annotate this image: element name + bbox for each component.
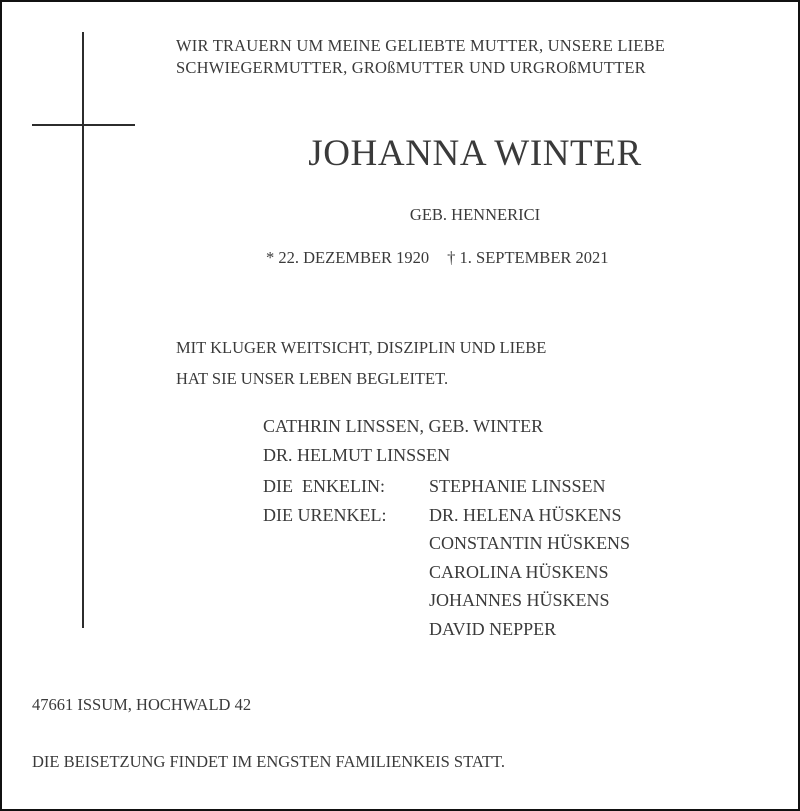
great-grandchildren-row: [263, 558, 630, 587]
grandchildren-row: [263, 472, 630, 501]
quote-line-2: HAT SIE UNSER LEBEN BEGLEITET.: [176, 369, 449, 388]
cross-icon-vertical-bar: [82, 32, 84, 628]
family-address: 47661 ISSUM, HOCHWALD 42: [32, 695, 252, 714]
intro-line-1: WIR TRAUERN UM MEINE GELIEBTE MUTTER, UNSERE LIEBE: [176, 36, 666, 55]
mourner-name: JOHANNES HÜSKENS: [429, 590, 610, 610]
great-grandchildren-label: DIE URENKEL:: [263, 504, 387, 525]
intro-text: [176, 35, 786, 79]
death-date: † 1. SEPTEMBER 2021: [447, 248, 609, 267]
birth-name: GEB. HENNERICI: [409, 205, 541, 224]
birth-date: * 22. DEZEMBER 1920: [266, 248, 430, 267]
mourner-child: [263, 412, 630, 441]
mourner-name: CONSTANTIN HÜSKENS: [429, 533, 631, 553]
mourner-name: STEPHANIE LINSSEN: [429, 476, 606, 496]
cross-icon-horizontal-bar: [32, 124, 135, 126]
mourner-name: DR. HELENA HÜSKENS: [429, 504, 622, 525]
mourner-name: DAVID NEPPER: [429, 618, 557, 639]
mourners-list: [263, 412, 630, 643]
memorial-quote: [176, 332, 546, 394]
mourner-name: CAROLINA HÜSKENS: [429, 561, 609, 582]
funeral-note: DIE BEISETZUNG FINDET IM ENGSTEN FAMILIENKEIS STATT.: [32, 752, 506, 771]
quote-line-1: MIT KLUGER WEITSICHT, DISZIPLIN UND LIEBE: [176, 338, 547, 357]
mourner-child: [263, 441, 630, 470]
mourner-name: DR. HELMUT LINSSEN: [263, 444, 451, 465]
great-grandchildren-row: [263, 529, 630, 558]
mourner-name: CATHRIN LINSSEN, GEB. WINTER: [263, 416, 544, 436]
intro-line-2: SCHWIEGERMUTTER, GROßMUTTER UND URGROßMUTTER: [176, 58, 646, 77]
life-dates: [266, 247, 609, 269]
great-grandchildren-row: [263, 501, 630, 530]
deceased-name: JOHANNA WINTER: [308, 133, 642, 174]
great-grandchildren-row: [263, 615, 630, 644]
great-grandchildren-row: [263, 586, 630, 615]
grandchildren-label: DIE ENKELIN:: [263, 476, 385, 496]
